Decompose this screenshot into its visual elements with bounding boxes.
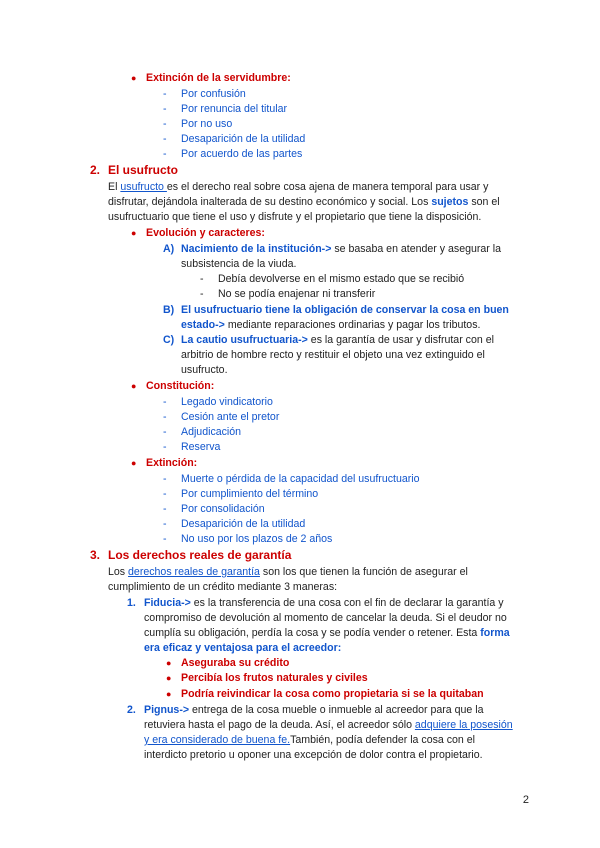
paragraph-line: usufructo. bbox=[181, 364, 228, 376]
constitucion-title: Constitución: bbox=[146, 380, 215, 392]
dash-icon: - bbox=[163, 518, 167, 530]
list-item: Por cumplimiento del término bbox=[181, 488, 319, 500]
dash-icon: - bbox=[163, 488, 167, 500]
paragraph-line: El usufructo es el derecho real sobre cosa ajena de manera temporal para usar y bbox=[108, 181, 489, 193]
bullet-icon: ● bbox=[131, 73, 137, 83]
dash-icon: - bbox=[163, 148, 167, 160]
paragraph-line: subsistencia de la viuda. bbox=[181, 258, 297, 270]
dash-icon: - bbox=[200, 288, 204, 300]
bullet-icon: ● bbox=[131, 228, 137, 238]
bullet-icon: ● bbox=[166, 658, 172, 668]
bullet-icon: ● bbox=[166, 673, 172, 683]
paragraph-line: cumplimiento de un crédito mediante 3 maneras: bbox=[108, 581, 338, 593]
extincion-title: Extinción: bbox=[146, 457, 198, 469]
garantia-link[interactable]: derechos reales de garantía bbox=[128, 566, 260, 578]
list-item: Por no uso bbox=[181, 118, 233, 130]
dash-icon: - bbox=[163, 473, 167, 485]
paragraph-line: Fiducia-> es la transferencia de una cosa con el fin de declarar la garantía y bbox=[144, 597, 504, 609]
usufructo-link[interactable]: usufructo bbox=[120, 181, 167, 193]
section-heading-garantia: Los derechos reales de garantía bbox=[108, 548, 292, 562]
list-item: Cesión ante el pretor bbox=[181, 411, 280, 423]
list-item: Por renuncia del titular bbox=[181, 103, 287, 115]
servidumbre-title: Extinción de la servidumbre: bbox=[146, 72, 291, 84]
list-item: Podría reivindicar la cosa como propietaria si se la quitaban bbox=[181, 688, 484, 700]
list-item: No se podía enajenar ni transferir bbox=[218, 288, 376, 300]
posesion-link[interactable]: adquiere la posesión bbox=[414, 719, 513, 731]
dash-icon: - bbox=[163, 103, 167, 115]
paragraph-line: disfrutar, dejándola inalterada de su destino económico y social. Los sujetos son el bbox=[108, 196, 500, 208]
dash-icon: - bbox=[163, 396, 167, 408]
paragraph-line: Los derechos reales de garantía son los que tienen la función de asegurar el bbox=[108, 566, 468, 578]
paragraph-line: arbitrio de hombre recto y restituir el objeto una vez extinguido el bbox=[181, 349, 485, 361]
bullet-icon: ● bbox=[131, 458, 137, 468]
dash-icon: - bbox=[200, 273, 204, 285]
dash-icon: - bbox=[163, 133, 167, 145]
list-item: Por consolidación bbox=[181, 503, 265, 515]
list-item: Percibía los frutos naturales y civiles bbox=[181, 672, 368, 684]
list-item: Desaparición de la utilidad bbox=[181, 133, 306, 145]
dash-icon: - bbox=[163, 441, 167, 453]
list-item: Reserva bbox=[181, 441, 221, 453]
section-heading-usufructo: El usufructo bbox=[108, 163, 179, 177]
list-item: Por confusión bbox=[181, 88, 246, 100]
paragraph-line: Nacimiento de la institución-> se basaba en atender y asegurar la bbox=[181, 243, 502, 255]
item-number: 1. bbox=[127, 597, 136, 609]
paragraph-line: interdicto pretorio u oponer una excepción de dolor contra el propietario. bbox=[144, 749, 483, 761]
paragraph-line: estado-> mediante reparaciones ordinarias y pagar los tributos. bbox=[181, 319, 481, 331]
section-number: 3. bbox=[90, 548, 101, 562]
dash-icon: - bbox=[163, 533, 167, 545]
dash-icon: - bbox=[163, 411, 167, 423]
sujetos-term: sujetos bbox=[431, 196, 469, 208]
list-item: Legado vindicatorio bbox=[181, 396, 273, 408]
item-letter: B) bbox=[163, 304, 175, 316]
paragraph-line: y era considerado de buena fe.También, podía defender la cosa con el bbox=[144, 734, 475, 746]
list-item: Debía devolverse en el mismo estado que se recibió bbox=[218, 273, 465, 285]
evolucion-title: Evolución y caracteres: bbox=[146, 227, 265, 239]
list-item: Adjudicación bbox=[181, 426, 242, 438]
dash-icon: - bbox=[163, 118, 167, 130]
list-item: Desaparición de la utilidad bbox=[181, 518, 306, 530]
list-item: Muerte o pérdida de la capacidad del usufructuario bbox=[181, 473, 420, 485]
paragraph-line: La cautio usufructuaria-> es la garantía de usar y disfrutar con el bbox=[181, 334, 494, 346]
section-number: 2. bbox=[90, 163, 101, 177]
bullet-icon: ● bbox=[166, 689, 172, 699]
item-letter: C) bbox=[163, 334, 175, 346]
paragraph-line: retuviera hasta el pago de la deuda. Así, el acreedor sólo adquiere la posesión bbox=[144, 719, 513, 731]
paragraph-line: Pignus-> entrega de la cosa mueble o inmueble al acreedor para que la bbox=[144, 704, 484, 716]
page-number: 2 bbox=[522, 794, 529, 806]
list-item: No uso por los plazos de 2 años bbox=[181, 533, 333, 545]
dash-icon: - bbox=[163, 88, 167, 100]
bullet-icon: ● bbox=[131, 381, 137, 391]
dash-icon: - bbox=[163, 503, 167, 515]
paragraph-line: era eficaz y ventajosa para el acreedor: bbox=[144, 642, 342, 654]
paragraph-line: compromiso de devolución al momento de cancelar la deuda. Si el deudor no bbox=[144, 612, 507, 624]
list-item: Aseguraba su crédito bbox=[181, 657, 290, 669]
paragraph-line: usufructuario que tiene el uso y disfrute y el propietario que tiene la disposición. bbox=[108, 211, 482, 223]
paragraph-line: cumplía su obligación, perdía la cosa y se podía vender o retener. Esta forma bbox=[144, 627, 510, 639]
item-letter: A) bbox=[163, 243, 175, 255]
buena-fe-link[interactable]: y era considerado de buena fe. bbox=[144, 734, 291, 746]
dash-icon: - bbox=[163, 426, 167, 438]
list-item: Por acuerdo de las partes bbox=[181, 148, 303, 160]
item-number: 2. bbox=[127, 704, 136, 716]
paragraph-line: El usufructuario tiene la obligación de conservar la cosa en buen bbox=[181, 304, 509, 316]
